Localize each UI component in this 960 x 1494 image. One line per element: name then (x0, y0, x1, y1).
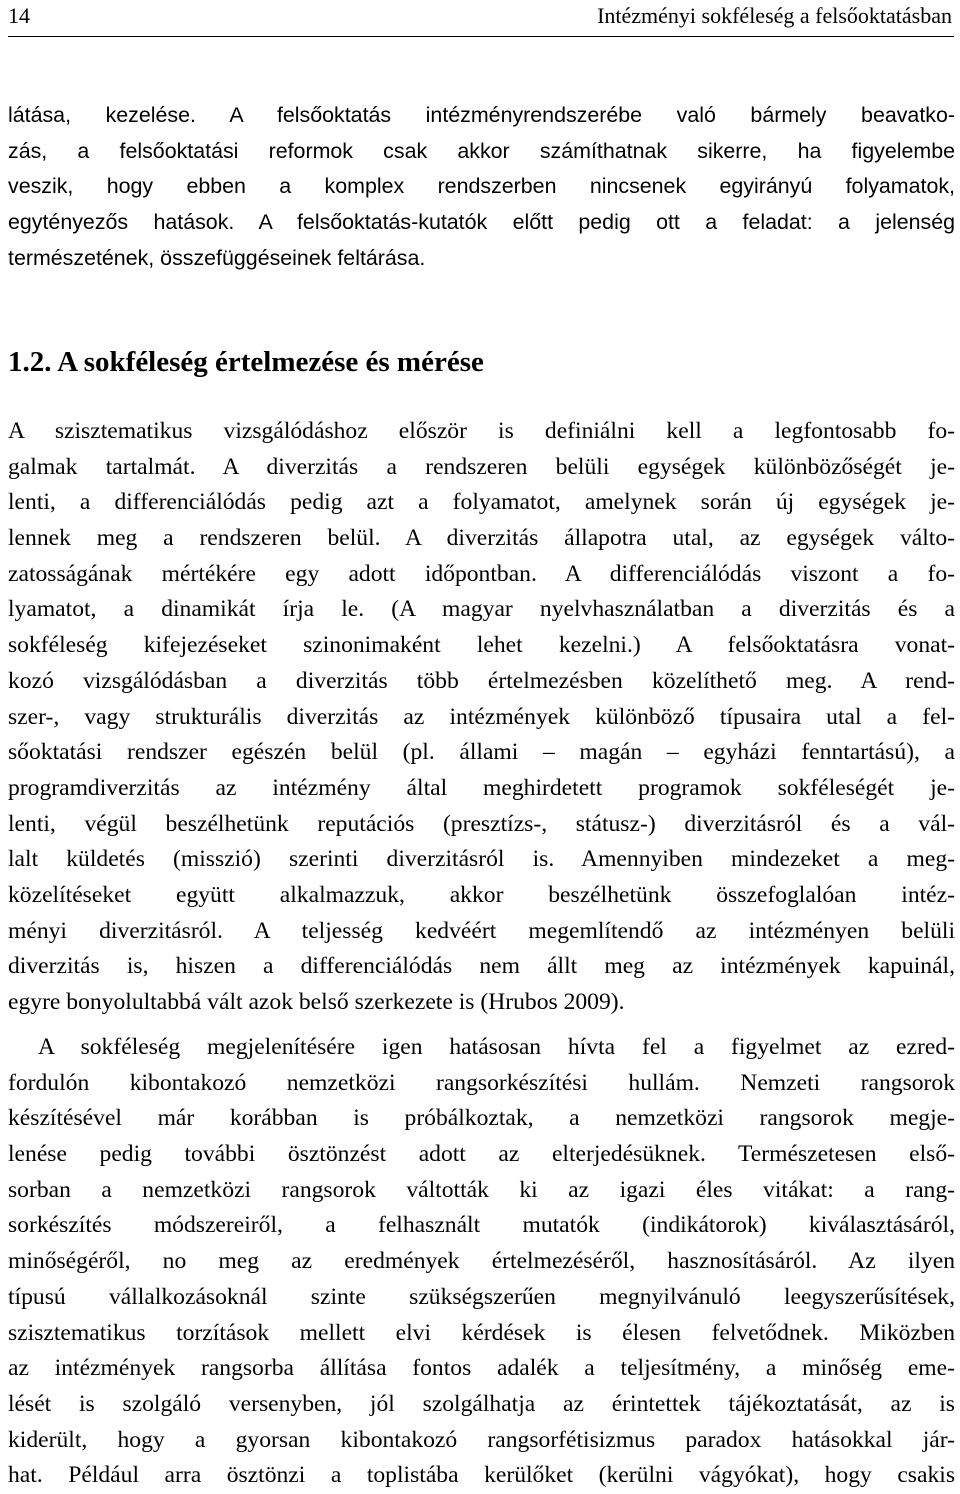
paragraph-line: természetének, összefüggéseinek feltárása. (8, 245, 426, 270)
paragraph-line: diverzitás is, hiszen a differenciálódás nem állt meg az intézmények kapuinál, (8, 953, 955, 980)
paragraph-line: kiderült, hogy a gyorsan kibontakozó rangsorfétisizmus paradox hatásokkal jár- (8, 1426, 955, 1453)
paragraph-line: sorban a nemzetközi rangsorok váltották ki az igazi éles vitákat: a rang- (8, 1176, 955, 1203)
paragraph-line: lenése pedig további ösztönzést adott az elterjedésüknek. Természetesen első- (8, 1141, 955, 1168)
running-header (8, 0, 954, 37)
paragraph-line: ményi diverzitásról. A teljesség kedvéért megemlítendő az intézményen belüli (8, 917, 955, 944)
paragraph-line: veszik, hogy ebben a komplex rendszerben nincsenek egyirányú folyamatok, (8, 174, 955, 199)
paragraph-line: A szisztematikus vizsgálódáshoz először is definiálni kell a legfontosabb fo- (8, 418, 955, 444)
paragraph-line: fordulón kibontakozó nemzetközi rangsorkészítési hullám. Nemzeti rangsorok (8, 1069, 955, 1096)
paragraph-line: egyre bonyolultabbá vált azok belső szerkezete is (Hrubos 2009). (8, 989, 625, 1015)
paragraph-2 (8, 414, 955, 1021)
paragraph-line: lését is szolgáló versenyben, jól szolgálhatja az érintettek tájékoztatását, az is (8, 1390, 955, 1417)
paragraph-line: programdiverzitás az intézmény által meghirdetett programok sokféleségét je- (8, 774, 955, 801)
paragraph-line: egytényezős hatások. A felsőoktatás-kutatók előtt pedig ott a feladat: a jelenség (8, 210, 955, 235)
paragraph-line: szisztematikus torzítások mellett elvi kérdések is élesen felvetődnek. Miközben (8, 1319, 955, 1346)
paragraph-line: lenti, a differenciálódás pedig azt a folyamatot, amelynek során új egységek je- (8, 489, 955, 516)
paragraph-line: lyamatot, a dinamikát írja le. (A magyar nyelvhasználatban a diverzitás és a (8, 596, 955, 623)
paragraph-line: szer-, vagy strukturális diverzitás az intézmények különböző típusaira utal a fel- (8, 703, 955, 730)
paragraph-line: zatosságának mértékére egy adott időpontban. A differenciálódás viszont a fo- (8, 560, 955, 587)
paragraph-line: lalt küldetés (misszió) szerinti diverzitásról is. Amennyiben mindezeket a meg- (8, 846, 955, 873)
paragraph-line: kozó vizsgálódásban a diverzitás több értelmezésben közelíthető meg. A rend- (8, 667, 955, 694)
paragraph-line: minőségéről, no meg az eredmények értelmezéséről, hasznosításáról. Az ilyen (8, 1248, 955, 1275)
paragraph-line: az intézmények rangsorba állítása fontos adalék a teljesítmény, a minőség eme- (8, 1355, 955, 1382)
paragraph-line: sorkészítés módszereiről, a felhasznált mutatók (indikátorok) kiválasztásáról, (8, 1212, 955, 1239)
paragraph-line: készítésével már korábban is próbálkoztak, a nemzetközi rangsorok megje- (8, 1105, 955, 1132)
paragraph-line: galmak tartalmát. A diverzitás a rendszeren belüli egységek különbözőségét je- (8, 453, 955, 480)
paragraph-line: A sokféleség megjelenítésére igen hatásosan hívta fel a figyelmet az ezred- (38, 1034, 955, 1060)
paragraph-3 (8, 1030, 955, 1494)
paragraph-line: sokféleség kifejezéseket szinonimaként lehet kezelni.) A felsőoktatásra vonat- (8, 632, 955, 659)
section-heading: 1.2. A sokféleség értelmezése és mérése (8, 346, 484, 378)
paragraph-line: sőoktatási rendszer egészén belül (pl. állami – magán – egyházi fenntartású), a (8, 739, 955, 766)
paragraph-line: zás, a felsőoktatási reformok csak akkor számíthatnak sikerre, ha figyelembe (8, 138, 955, 163)
paragraph-line: lenti, végül beszélhetünk reputációs (presztízs-, státusz-) diverzitásról és a vál- (8, 810, 955, 837)
paragraph-line: hat. Például arra ösztönzi a toplistába kerülőket (kerülni vágyókat), hogy csakis (8, 1462, 955, 1489)
running-title: Intézményi sokféleség a felsőoktatásban (597, 3, 952, 28)
paragraph-line: lennek meg a rendszeren belül. A diverzitás állapotra utal, az egységek válto- (8, 525, 955, 552)
paragraph-line: típusú vállalkozásoknál szinte szükségszerűen megnyilvánuló leegyszerűsítések, (8, 1283, 955, 1310)
paragraph-line: közelítéseket együtt alkalmazzuk, akkor beszélhetünk összefoglalóan intéz- (8, 881, 955, 908)
paragraph-line: látása, kezelése. A felsőoktatás intézményrendszerébe való bármely beavatko- (8, 103, 955, 127)
paragraph-1 (8, 98, 955, 276)
page-number: 14 (8, 3, 30, 28)
